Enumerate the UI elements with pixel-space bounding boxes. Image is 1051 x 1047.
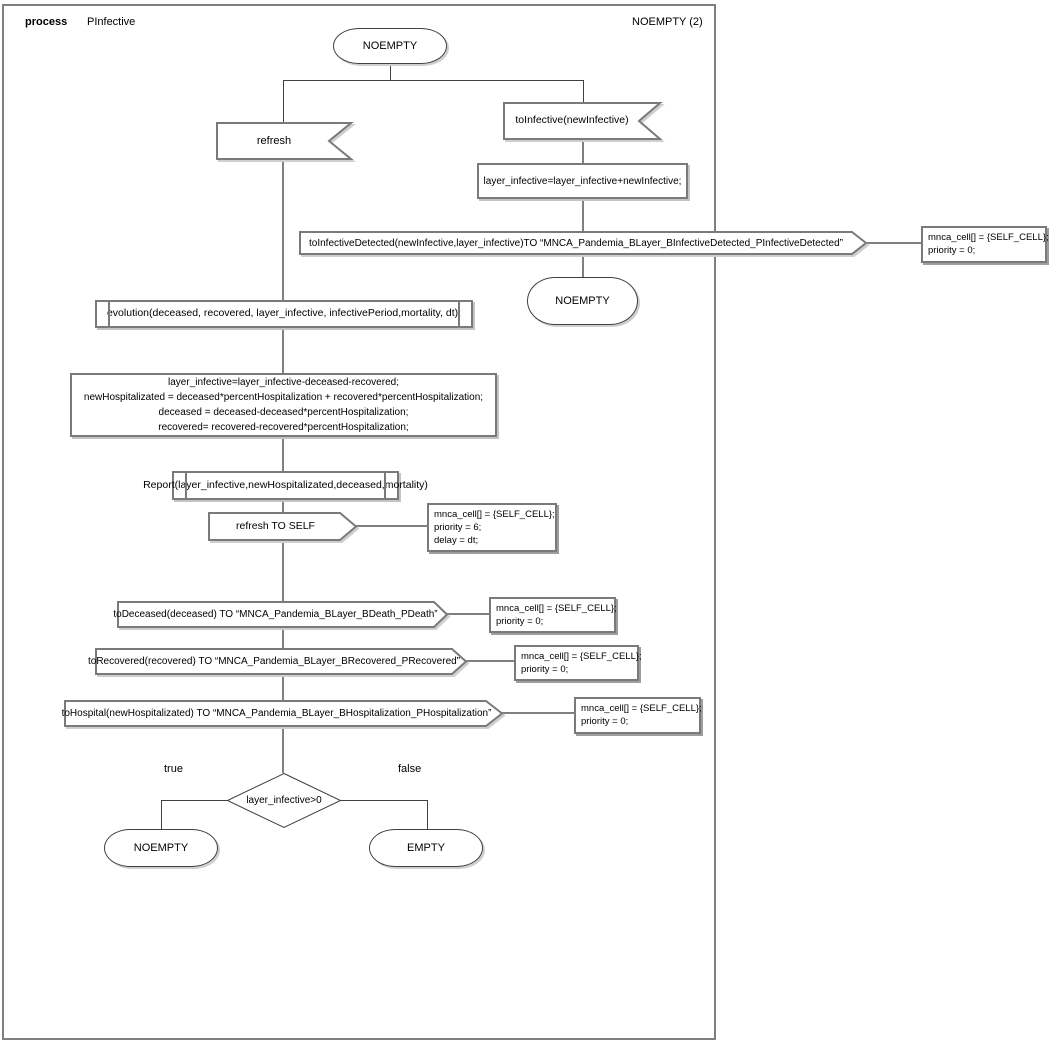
send-signal-shape xyxy=(208,512,357,541)
send-label: toRecovered(recovered) TO “MNCA_Pandemia_BLayer_BRecovered_PRecovered” xyxy=(87,656,461,667)
send-signal-shape xyxy=(95,648,467,675)
state-label: EMPTY xyxy=(407,841,445,854)
note-line: mnca_cell[] = {SELF_CELL}; xyxy=(496,603,617,614)
branch-false-label: false xyxy=(398,763,422,775)
send-label: refresh TO SELF xyxy=(236,519,315,532)
predef-bar xyxy=(458,302,460,326)
frame-kind-label: process xyxy=(25,16,68,28)
note-line: priority = 0; xyxy=(521,663,569,675)
call-evolution[interactable] xyxy=(95,300,473,328)
note-line: delay = dt; xyxy=(434,534,479,546)
event-toinfective[interactable] xyxy=(503,102,661,140)
send-toinfectivedetected[interactable] xyxy=(299,231,867,255)
note-line: priority = 0; xyxy=(581,715,629,727)
note-line: mnca_cell[] = {SELF_CELL}; xyxy=(434,509,555,520)
send-tohospital[interactable] xyxy=(61,700,503,727)
send-torecovered[interactable] xyxy=(87,648,467,675)
state-label: NOEMPTY xyxy=(555,294,610,307)
send-signal-shape xyxy=(299,231,867,255)
predef-bar xyxy=(384,473,386,498)
send-todeceased[interactable] xyxy=(113,601,448,628)
send-label: toDeceased(deceased) TO “MNCA_Pandemia_BLayer_BDeath_PDeath” xyxy=(113,609,438,620)
state-true-noempty[interactable] xyxy=(104,829,218,867)
note-line: mnca_cell[] = {SELF_CELL}; xyxy=(521,651,642,662)
send-signal-shape xyxy=(117,601,448,628)
action-line: recovered= recovered-recovered*percentHospitalization; xyxy=(158,422,409,433)
receive-signal-shape xyxy=(503,102,661,140)
state-label: NOEMPTY xyxy=(362,39,418,52)
send-refresh-to-self[interactable] xyxy=(208,512,357,541)
note-line: priority = 0; xyxy=(928,244,976,256)
action-update-variables[interactable] xyxy=(70,373,497,437)
state-noempty-after-detect[interactable] xyxy=(527,277,638,325)
state-start-noempty[interactable] xyxy=(333,28,447,64)
condition-label: layer_infective>0 xyxy=(246,795,322,806)
send-label: toHospital(newHospitalizated) TO “MNCA_Pandemia_BLayer_BHospitalization_PHospitalization” xyxy=(61,708,492,719)
note-hospital[interactable] xyxy=(574,697,701,734)
event-refresh[interactable] xyxy=(216,122,352,160)
decision-diamond-shape xyxy=(227,773,341,828)
event-label: toInfective(newInfective) xyxy=(515,114,629,127)
receive-signal-shape xyxy=(216,122,352,160)
note-deceased[interactable] xyxy=(489,597,616,633)
branch-true-label: true xyxy=(164,763,183,775)
note-infectivedetected[interactable] xyxy=(921,226,1047,263)
action-line: newHospitalizated = deceased*percentHospitalization + recovered*percentHospitalization; xyxy=(83,392,484,403)
send-label: toInfectiveDetected(newInfective,layer_infective)TO “MNCA_Pandemia_BLayer_BInfectiveDetected_PInfectiveDetected” xyxy=(309,237,843,249)
action-add-infective[interactable] xyxy=(477,163,688,199)
frame-state-label: NOEMPTY (2) xyxy=(632,16,703,28)
note-line: mnca_cell[] = {SELF_CELL}; xyxy=(928,232,1049,243)
event-label: refresh xyxy=(256,134,292,147)
predef-bar xyxy=(108,302,110,326)
note-recovered[interactable] xyxy=(514,645,642,681)
note-line: priority = 6; xyxy=(434,521,482,533)
call-label: Report(layer_infective,newHospitalizated,deceased,mortality) xyxy=(143,478,428,491)
predef-bar xyxy=(185,473,187,498)
state-false-empty[interactable] xyxy=(369,829,483,867)
action-line: deceased = deceased-deceased*percentHospitalization; xyxy=(158,407,409,418)
action-label: layer_infective=layer_infective+newInfective; xyxy=(483,175,682,187)
call-report[interactable] xyxy=(143,471,428,500)
call-label: evolution(deceased, recovered, layer_infective, infectivePeriod,mortality, dt); xyxy=(106,307,462,320)
action-line: layer_infective=layer_infective-deceased-recovered; xyxy=(168,377,399,388)
process-frame xyxy=(2,4,716,1040)
note-line: mnca_cell[] = {SELF_CELL}; xyxy=(581,703,702,714)
note-line: priority = 0; xyxy=(496,615,544,627)
note-refresh-self[interactable] xyxy=(427,503,557,552)
state-label: NOEMPTY xyxy=(133,841,189,854)
decision-layer-infective[interactable] xyxy=(227,773,341,828)
send-signal-shape xyxy=(64,700,503,727)
process-name-label: PInfective xyxy=(87,16,136,28)
